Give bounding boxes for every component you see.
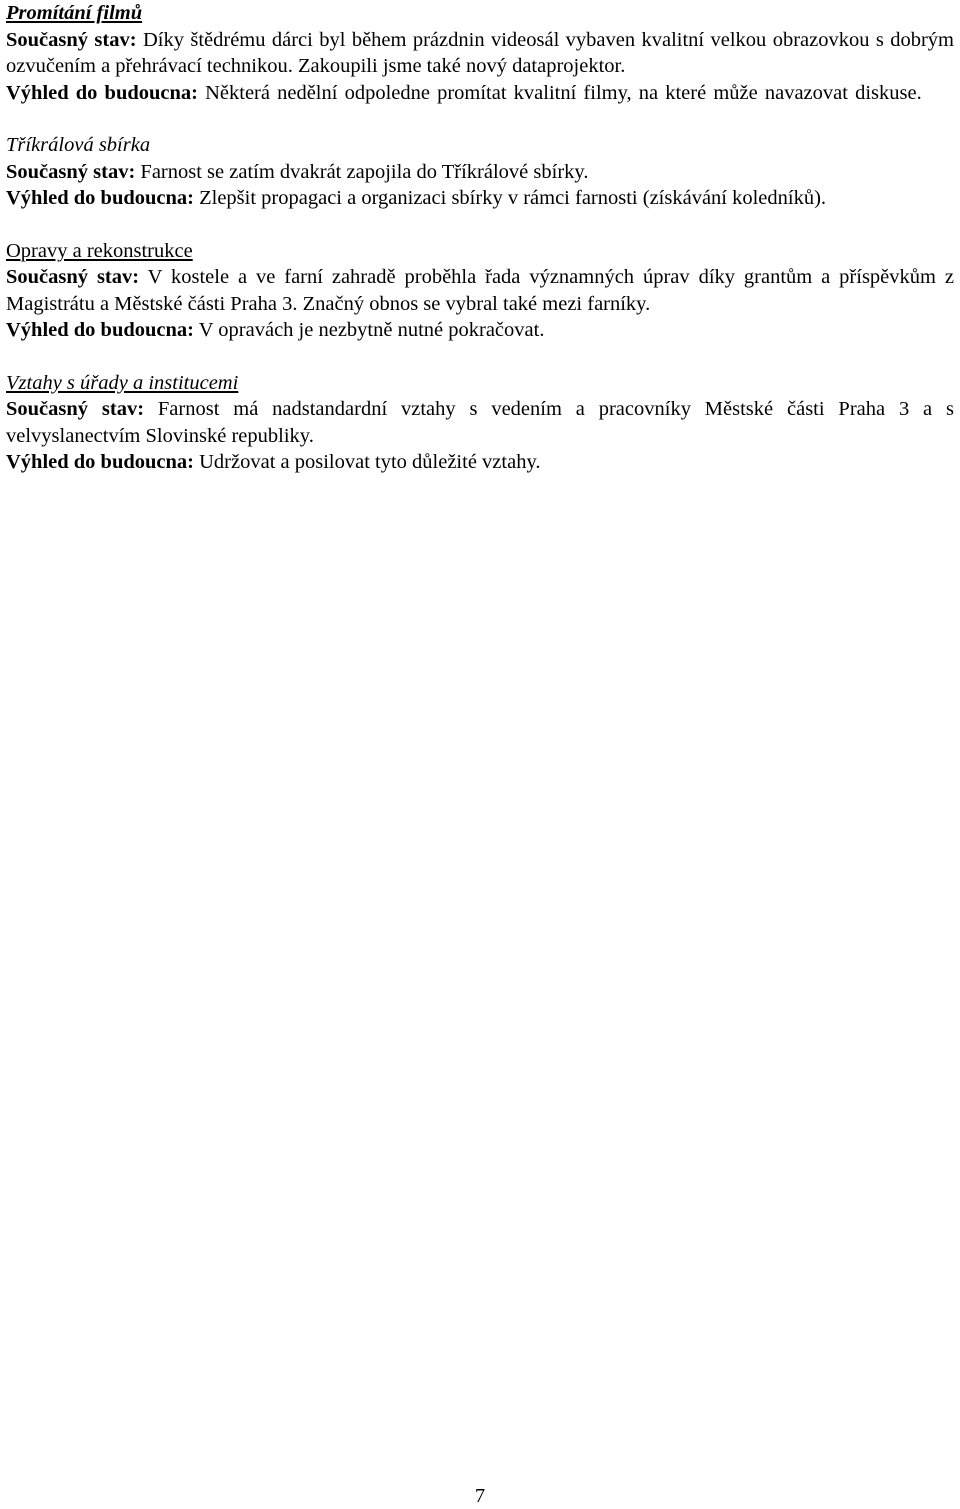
outlook-label: Výhled do budoucna:: [6, 81, 198, 104]
outlook-paragraph: [6, 185, 954, 212]
current-state-text: Farnost má nadstandardní vztahy s vedením a pracovníky Městské části Praha 3 a s velvyslanectvím Slovinské republiky.: [6, 398, 954, 447]
outlook-paragraph: [6, 80, 954, 107]
outlook-text: V opravách je nezbytně nutné pokračovat.: [193, 319, 545, 341]
outlook-text: Zlepšit propagaci a organizaci sbírky v rámci farnosti (získávání koledníků).: [193, 187, 827, 209]
current-state-paragraph: [6, 396, 954, 449]
outlook-label: Výhled do budoucna:: [6, 187, 194, 209]
outlook-paragraph: [6, 449, 954, 476]
current-state-paragraph: [6, 159, 954, 186]
outlook-label: Výhled do budoucna:: [6, 319, 194, 341]
section-promitani-filmu: [6, 0, 954, 106]
section-title: Tříkrálová sbírka: [6, 134, 151, 156]
current-state-label: Současný stav:: [6, 160, 136, 183]
section-opravy-a-rekonstrukce: [6, 238, 954, 344]
outlook-paragraph: [6, 317, 954, 344]
current-state-label: Současný stav:: [6, 266, 140, 288]
current-state-text: V kostele a ve farní zahradě proběhla řada významných úprav díky grantům a příspěvkům z Magistrátu a Městské části Praha 3. Značný obnos se vybral také mezi farníky.: [6, 266, 954, 315]
current-state-paragraph: [6, 264, 954, 317]
outlook-text: Udržovat a posilovat tyto důležité vztahy.: [193, 451, 541, 473]
current-state-label: Současný stav:: [6, 28, 137, 51]
current-state-label: Současný stav:: [6, 398, 145, 420]
section-title: Opravy a rekonstrukce: [6, 239, 193, 262]
outlook-label: Výhled do budoucna:: [6, 451, 194, 473]
section-trikralova-sbirka: [6, 132, 954, 212]
current-state-paragraph: [6, 27, 954, 80]
current-state-text: Farnost se zatím dvakrát zapojila do Tříkrálové sbírky.: [135, 160, 589, 183]
current-state-text: Díky štědrému dárci byl během prázdnin videosál vybaven kvalitní velkou obrazovkou s dobrým ozvučením a přehrávací technikou. Zakoupili jsme také nový dataprojektor.: [6, 28, 954, 77]
section-vztahy-s-urady: [6, 370, 954, 476]
section-title: Promítání filmů: [6, 2, 143, 24]
section-title: Vztahy s úřady a institucemi: [6, 371, 239, 394]
document-page: [6, 0, 954, 476]
page-number: 7: [474, 1485, 486, 1507]
outlook-text: Některá nedělní odpoledne promítat kvalitní filmy, na které může navazovat diskuse.: [197, 81, 922, 104]
